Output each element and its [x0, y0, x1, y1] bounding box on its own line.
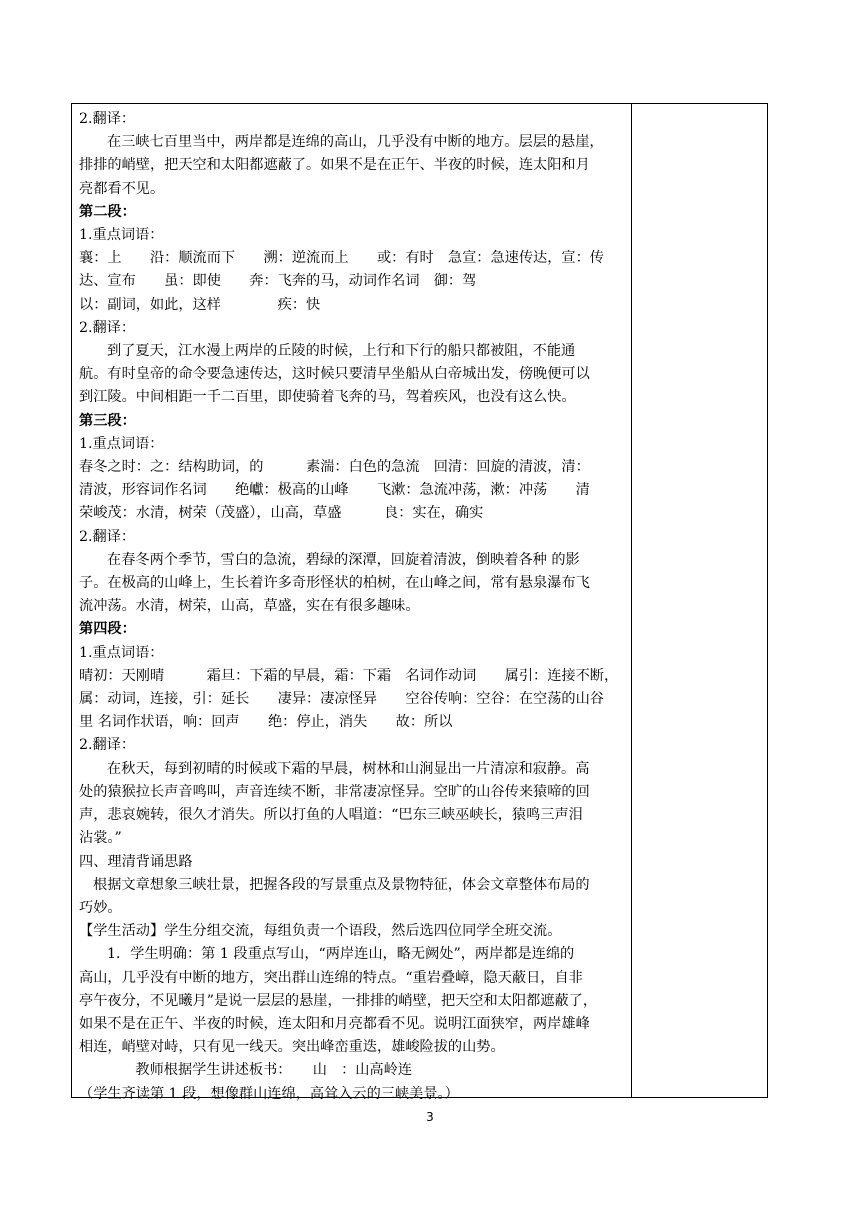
text-line: 1.重点词语： — [79, 227, 164, 244]
text-line: 排排的峭壁，把天空和太阳都遮蔽了。如果不是在正午、半夜的时候，连太阳和月 — [79, 157, 590, 174]
text-line: 2.翻译： — [79, 319, 136, 336]
text-line: 亮都看不见。 — [79, 180, 165, 197]
column-divider — [631, 104, 632, 1097]
text-line: 如果不是在正午、半夜的时候，连太阳和月亮都看不见。说明江面狭窄，两岸雄峰 — [79, 1015, 590, 1032]
text-line: 教师根据学生讲述板书： 山 ：山高岭连 — [107, 1062, 413, 1079]
text-line: 声，悲哀婉转，很久才消失。所以打鱼的人唱道：“巴东三峡巫峡长，猿鸣三声泪 — [79, 807, 583, 824]
text-line: 晴初：天刚晴 霜旦：下霜的早晨，霜：下霜 名词作动词 属引：连接不断， — [79, 667, 619, 684]
text-line: 航。有时皇帝的命令要急速传达，这时候只要清早坐船从白帝城出发，傍晚便可以 — [79, 366, 590, 383]
text-line: 相连，峭壁对峙，只有见一线天。突出峰峦重迭，雄峻险拔的山势。 — [79, 1039, 505, 1056]
text-line: 属：动词，连接，引：延长 凄异：凄凉怪异 空谷传响：空谷：在空荡的山谷 — [79, 691, 604, 708]
text-line: 清波，形容词作名词 绝巘：极高的山峰 飞漱：急流冲荡，漱：冲荡 清 — [79, 482, 590, 499]
text-line: 在秋天，每到初晴的时候或下霜的早晨，树林和山涧显出一片清凉和寂静。高 — [107, 760, 590, 777]
lesson-plan-table — [71, 103, 768, 1102]
text-line: 流冲荡。水清，树荣，山高，草盛，实在有很多趣味。 — [79, 598, 420, 615]
text-line: 春冬之时：之：结构助词，的 素湍：白色的急流 回清：回旋的清波，清： — [79, 459, 590, 476]
text-line: 亭午夜分，不见曦月”是说一层层的悬崖，一排排的峭壁，把天空和太阳都遮蔽了， — [79, 992, 598, 1009]
text-line: 子。在极高的山峰上，生长着许多奇形怪状的柏树，在山峰之间，常有悬泉瀑布飞 — [79, 575, 590, 592]
text-line: 2.翻译： — [79, 111, 136, 127]
text-line: 里 名词作状语，响：回声 绝：停止，消失 故：所以 — [79, 714, 453, 731]
text-line: 沾裳。” — [79, 830, 122, 847]
text-line: 1.重点词语： — [79, 435, 164, 452]
text-line: 在三峡七百里当中，两岸都是连绵的高山，几乎没有中断的地方。层层的悬崖， — [107, 134, 604, 151]
text-line: 以：副词，如此，这样 疾：快 — [79, 296, 321, 313]
page-number: 3 — [426, 1110, 434, 1124]
section-heading: 第二段： — [79, 203, 136, 220]
text-line: 到江陵。中间相距一千二百里，即使骑着飞奔的马，驾着疾风，也没有这么快。 — [79, 389, 576, 406]
text-line: 四、理清背诵思路 — [79, 853, 193, 870]
text-line: 1．学生明确：第 1 段重点写山，“两岸连山，略无阙处”，两岸都是连绵的 — [107, 946, 575, 963]
text-line: 荣峻茂：水清，树荣（茂盛），山高，草盛 良：实在，确实 — [79, 505, 484, 522]
text-line: 在春冬两个季节，雪白的急流，碧绿的深潭，回旋着清波，倒映着各种 的影 — [107, 551, 580, 568]
text-line: 2.翻译： — [79, 528, 136, 545]
text-line: 达、宣布 虽：即使 奔：飞奔的马，动词作名词 御：驾 — [79, 273, 477, 290]
text-line: 处的猿猴拉长声音鸣叫，声音连续不断，非常凄凉怪异。空旷的山谷传来猿啼的回 — [79, 783, 590, 800]
text-line: （学生齐读第 1 段，想像群山连绵，高耸入云的三峡美景。） — [79, 1085, 459, 1102]
text-line: 到了夏天，江水漫上两岸的丘陵的时候，上行和下行的船只都被阻，不能通 — [107, 343, 576, 360]
main-content-cell — [79, 108, 627, 1106]
text-line: 巧妙。 — [79, 899, 122, 916]
text-line: 2.翻译： — [79, 737, 136, 754]
text-line: 【学生活动】学生分组交流，每组负责一个语段，然后选四位同学全班交流。 — [79, 923, 562, 940]
section-heading: 第四段： — [79, 621, 136, 638]
text-line: 襄：上 沿：顺流而下 溯：逆流而上 或：有时 急宣：急速传达，宣：传 — [79, 250, 604, 267]
text-line: 高山，几乎没有中断的地方，突出群山连绵的特点。“重岩叠嶂，隐天蔽日，自非 — [79, 969, 583, 986]
text-line: 根据文章想象三峡壮景，把握各段的写景重点及景物特征，体会文章整体布局的 — [93, 876, 590, 893]
text-line: 1.重点词语： — [79, 644, 164, 661]
section-heading: 第三段： — [79, 412, 136, 429]
